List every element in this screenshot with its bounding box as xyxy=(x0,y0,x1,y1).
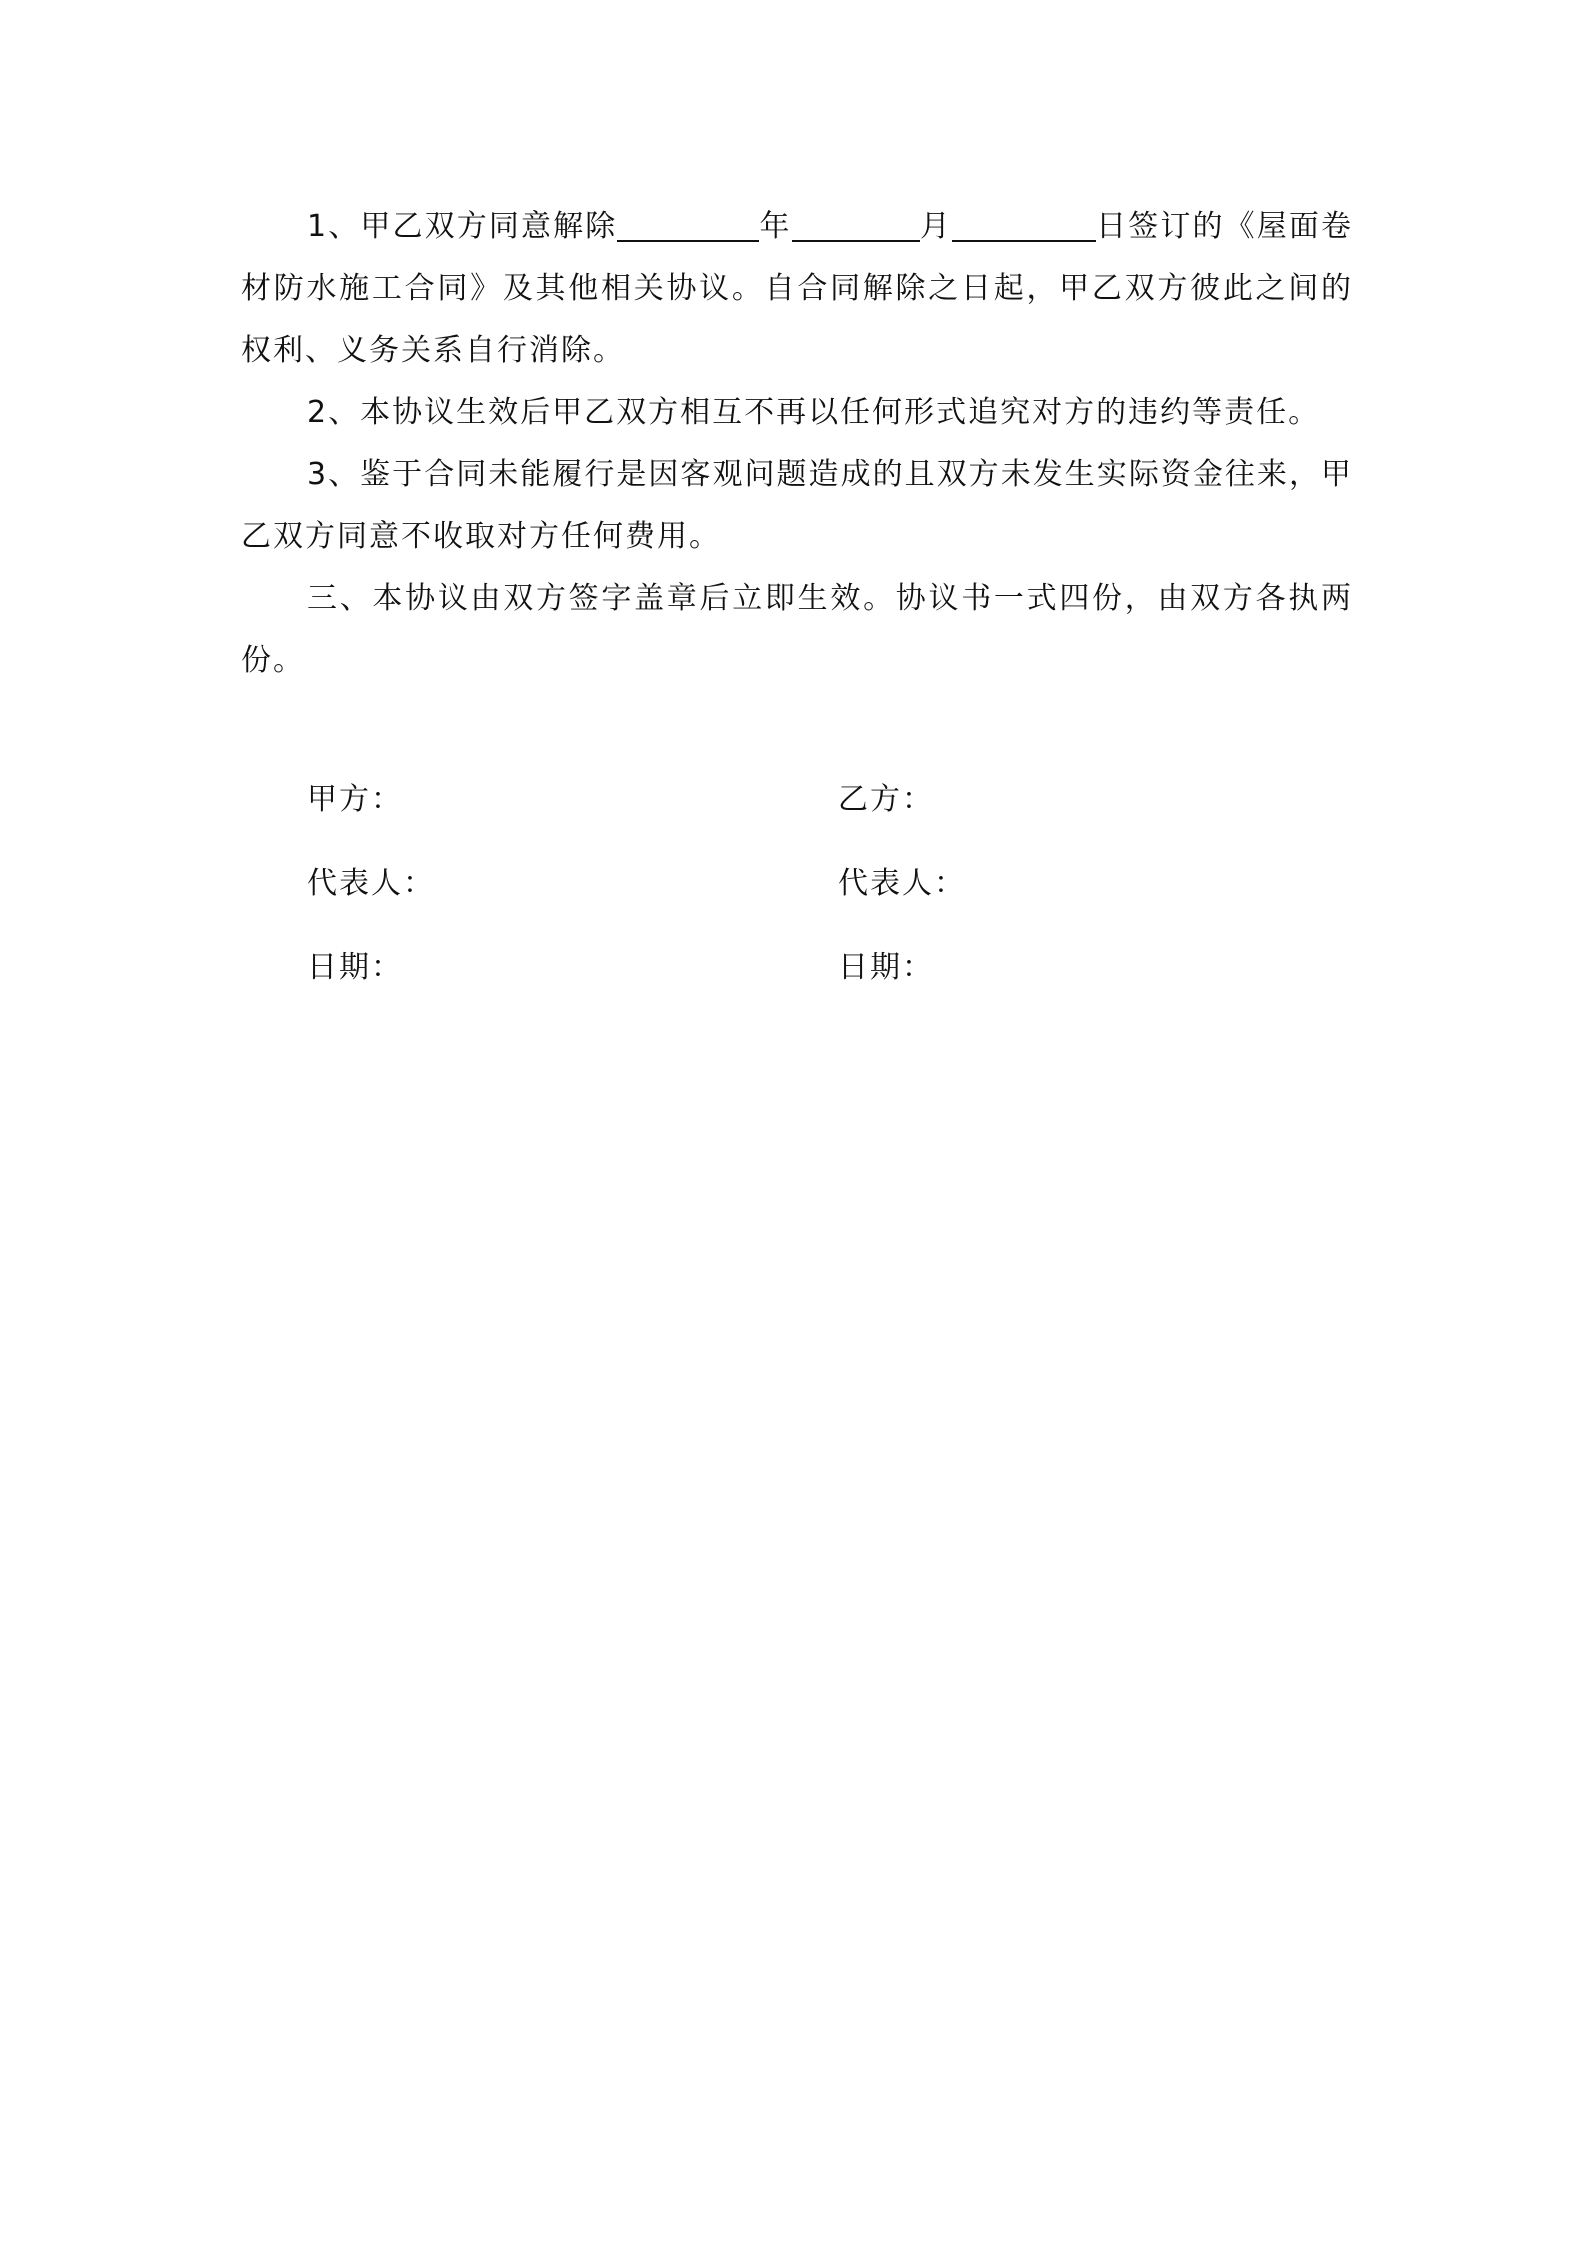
clause-1 xyxy=(241,196,1353,382)
date-b-label: 日期： xyxy=(838,950,934,985)
day-blank xyxy=(952,204,1096,242)
representative-a-label: 代表人： xyxy=(307,866,435,901)
month-label: 月 xyxy=(919,209,952,244)
clause-3: 3、鉴于合同未能履行是因客观问题造成的且双方未发生实际资金往来，甲乙双方同意不收取对方任何费用。 xyxy=(241,457,1353,554)
party-b-label: 乙方： xyxy=(838,782,934,817)
representative-b-label: 代表人： xyxy=(838,866,966,901)
representative-row xyxy=(307,854,1307,938)
party-row xyxy=(307,770,1307,854)
date-row xyxy=(307,938,1307,1022)
clause-effective: 三、本协议由双方签字盖章后立即生效。协议书一式四份，由双方各执两份。 xyxy=(241,581,1353,678)
clause-1-rest: 日签订的《屋面卷材防水施工合同》及其他相关协议。自合同解除之日起，甲乙双方彼此之间的权利、义务关系自行消除。 xyxy=(241,209,1354,368)
year-label: 年 xyxy=(759,209,792,244)
year-blank xyxy=(617,204,759,242)
month-blank xyxy=(792,204,920,242)
clause-1-intro: 1、甲乙双方同意解除 xyxy=(307,209,618,244)
agreement-body xyxy=(241,196,1353,692)
party-a-label: 甲方： xyxy=(307,782,403,817)
date-a-label: 日期： xyxy=(307,950,403,985)
clause-2: 2、本协议生效后甲乙双方相互不再以任何形式追究对方的违约等责任。 xyxy=(307,395,1321,430)
signature-block xyxy=(307,770,1307,1022)
